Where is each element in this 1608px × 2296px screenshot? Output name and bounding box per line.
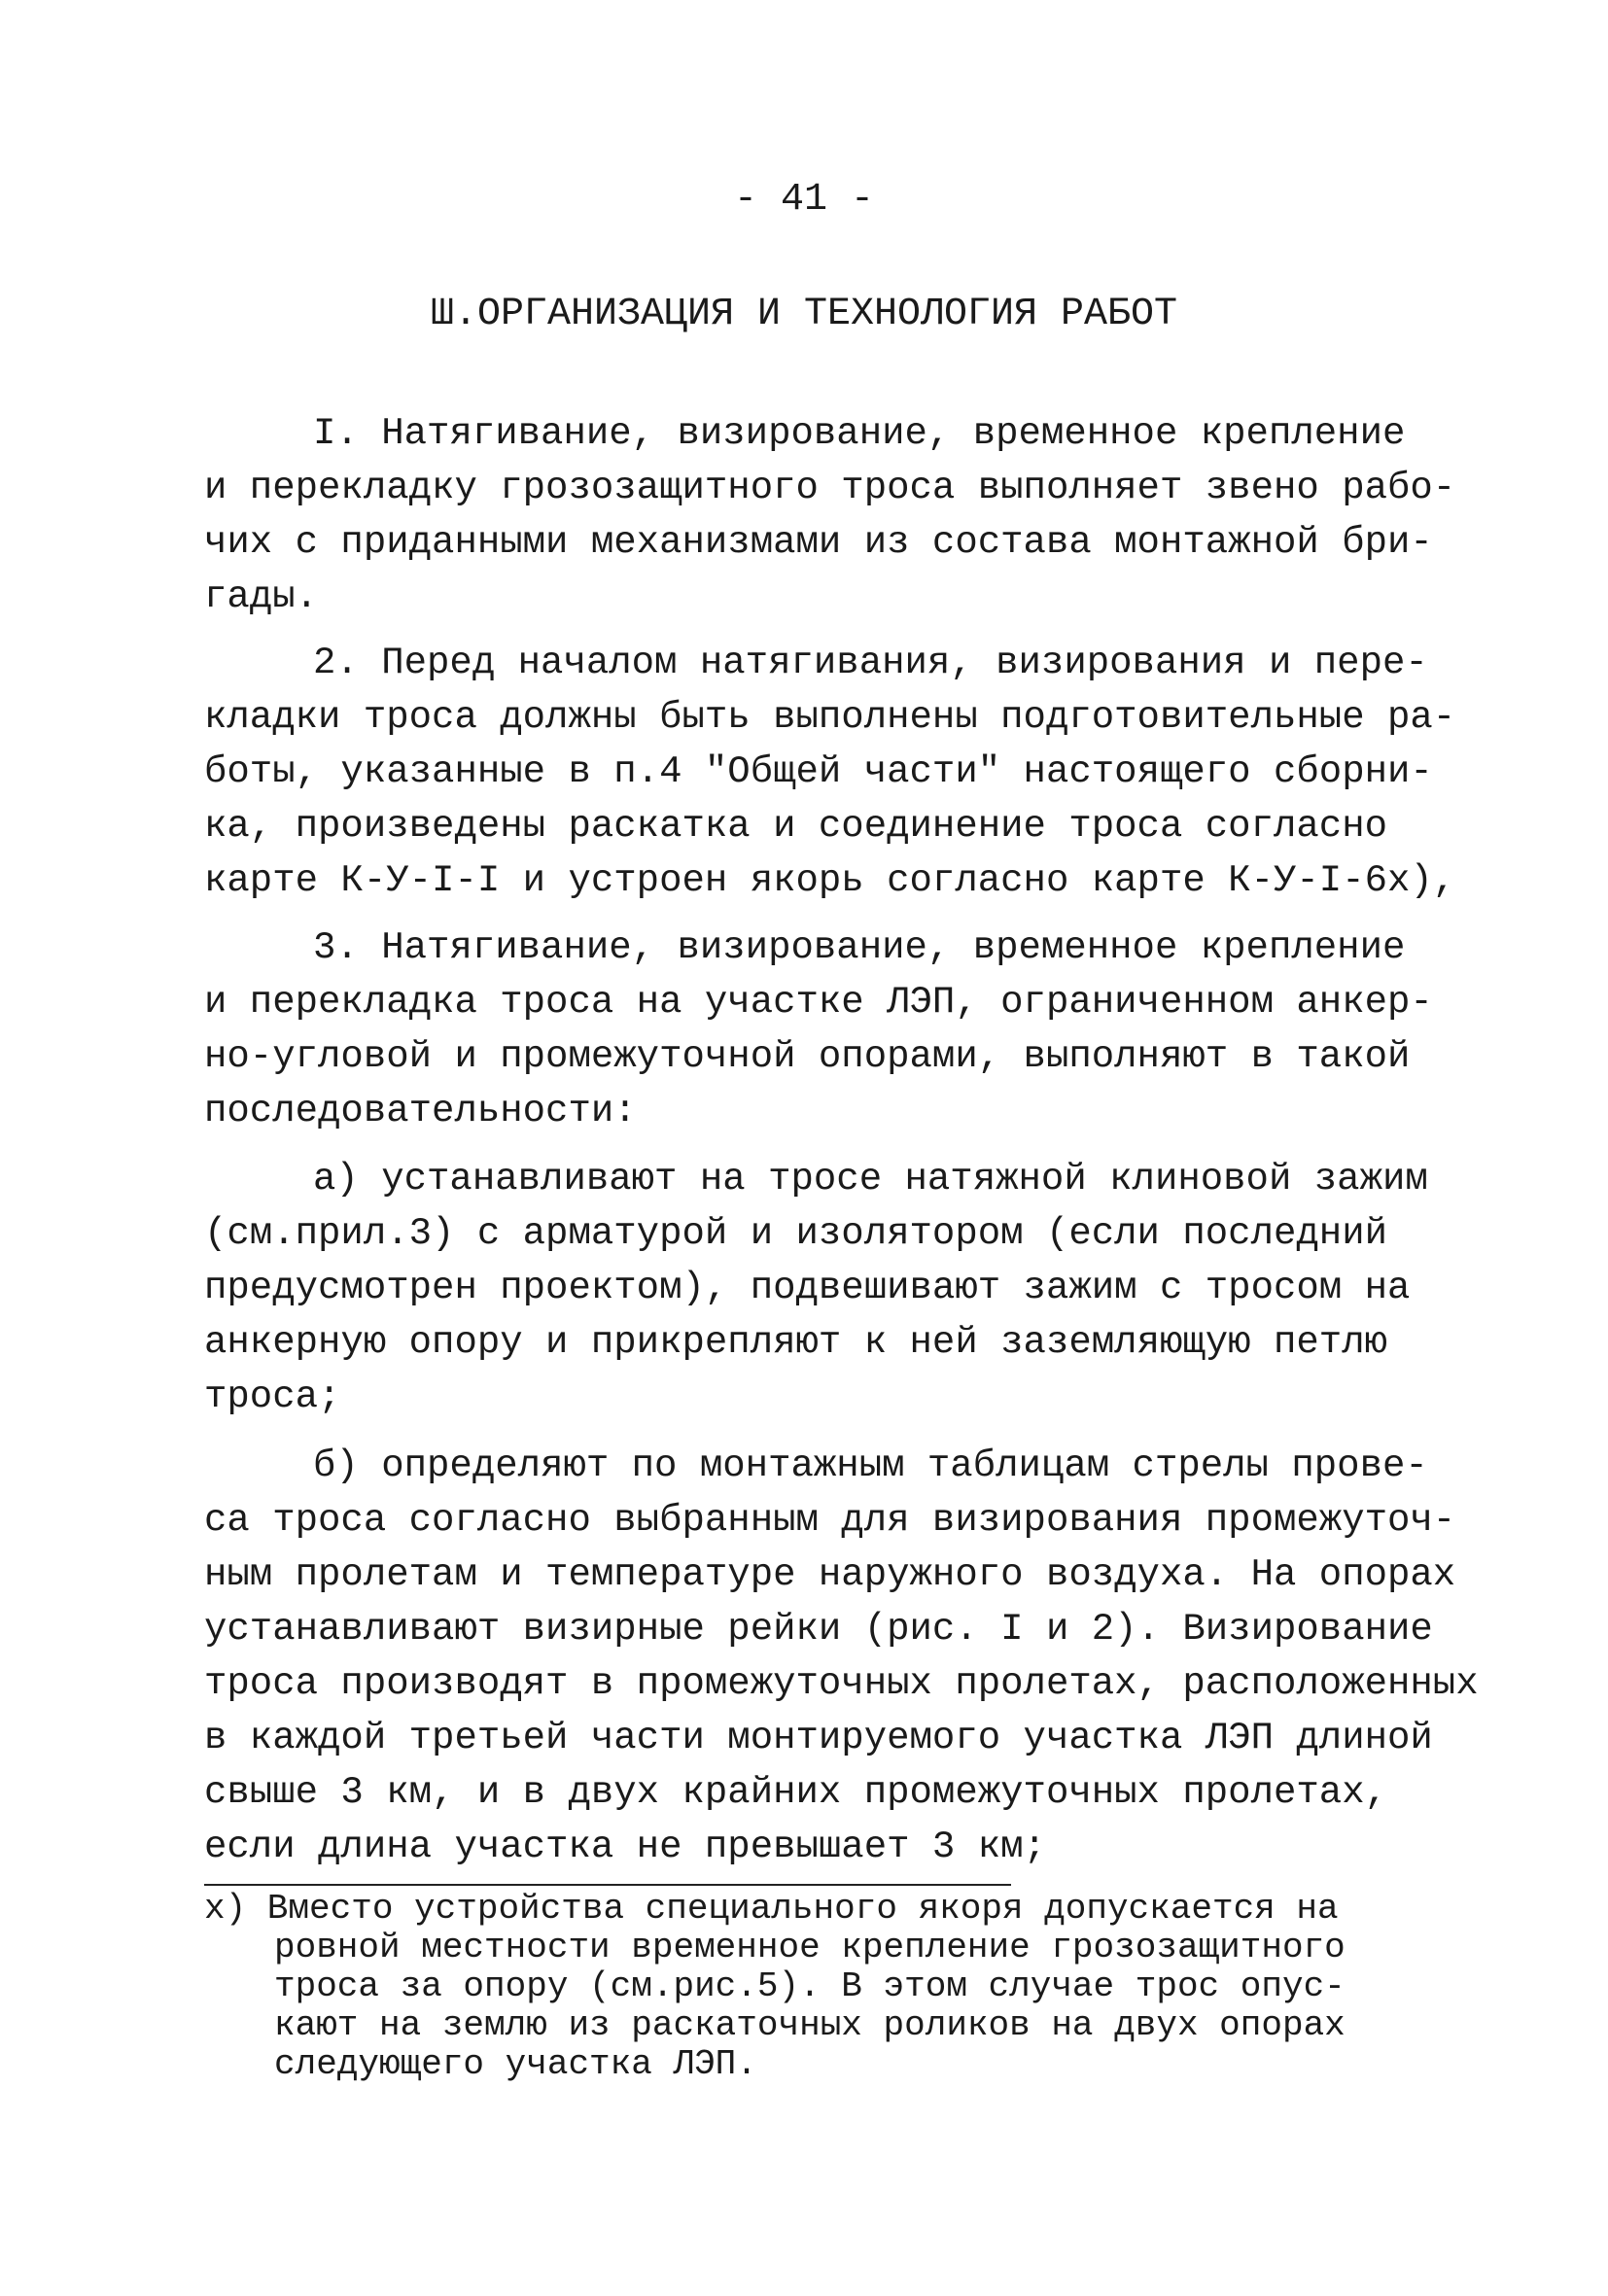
paragraph-3b	[204, 1439, 1479, 1874]
text-line: если длина участка не превышает 3 км;	[204, 1826, 1046, 1868]
text-line: в каждой третьей части монтируемого участка ЛЭП длиной	[204, 1717, 1433, 1759]
text-line: са троса согласно выбранным для визирования промежуточ-	[204, 1499, 1456, 1542]
text-line: и перекладку грозозащитного троса выполняет звено рабо-	[204, 467, 1456, 509]
text-line: троса;	[204, 1375, 341, 1418]
text-line: предусмотрен проектом), подвешивают зажим с тросом на	[204, 1267, 1411, 1309]
text-line: ка, произведены раскатка и соединение троса согласно	[204, 805, 1387, 848]
page-number: - 41 -	[733, 178, 875, 222]
text-line: боты, указанные в п.4 "Общей части" настоящего сборни-	[204, 750, 1433, 793]
text-line: карте К-У-I-I и устроен якорь согласно карте К-У-I-6х),	[204, 859, 1456, 902]
section-title: Ш.ОРГАНИЗАЦИЯ И ТЕХНОЛОГИЯ РАБОТ	[430, 293, 1178, 336]
text-line: гады.	[204, 575, 319, 618]
footnote-line: следующего участка ЛЭП.	[274, 2044, 757, 2084]
text-line: ным пролетам и температуре наружного воздуха. На опорах	[204, 1553, 1456, 1596]
paragraph-1	[204, 406, 1455, 624]
footnote	[204, 1890, 1346, 2084]
text-line: но-угловой и промежуточной опорами, выполняют в такой	[204, 1035, 1411, 1078]
text-line: I. Натягивание, визирование, временное крепление	[313, 412, 1406, 455]
footnote-line: ровной местности временное крепление грозозащитного	[274, 1928, 1346, 1967]
footnote-line: троса за опору (см.рис.5). В этом случае трос опус-	[274, 1966, 1346, 2006]
text-line: устанавливают визирные рейки (рис. I и 2). Визирование	[204, 1608, 1433, 1651]
text-line: и перекладка троса на участке ЛЭП, ограниченном анкер-	[204, 981, 1433, 1024]
footnote-line: х) Вместо устройства специального якоря допускается на	[204, 1889, 1339, 1929]
text-line: кладки троса должны быть выполнены подготовительные ра-	[204, 696, 1456, 739]
paragraph-3a	[204, 1152, 1428, 1424]
text-line: (см.прил.3) с арматурой и изолятором (если последний	[204, 1212, 1387, 1255]
footnote-line: кают на землю из раскаточных роликов на двух опорах	[274, 2005, 1346, 2045]
text-line: последовательности:	[204, 1090, 637, 1132]
text-line: троса производят в промежуточных пролетах, расположенных	[204, 1662, 1479, 1705]
text-line: 2. Перед началом натягивания, визирования и пере-	[313, 642, 1428, 684]
paragraph-3	[204, 921, 1433, 1138]
paragraph-2	[204, 636, 1455, 908]
text-line: чих с приданными механизмами из состава монтажной бри-	[204, 521, 1433, 564]
footnote-divider	[204, 1884, 1011, 1886]
text-line: а) устанавливают на тросе натяжной клиновой зажим	[313, 1158, 1428, 1200]
text-line: анкерную опору и прикрепляют к ней заземляющую петлю	[204, 1321, 1387, 1364]
text-line: 3. Натягивание, визирование, временное крепление	[313, 926, 1406, 969]
text-line: свыше 3 км, и в двух крайних промежуточных пролетах,	[204, 1771, 1387, 1814]
text-line: б) определяют по монтажным таблицам стрелы прове-	[313, 1444, 1428, 1487]
